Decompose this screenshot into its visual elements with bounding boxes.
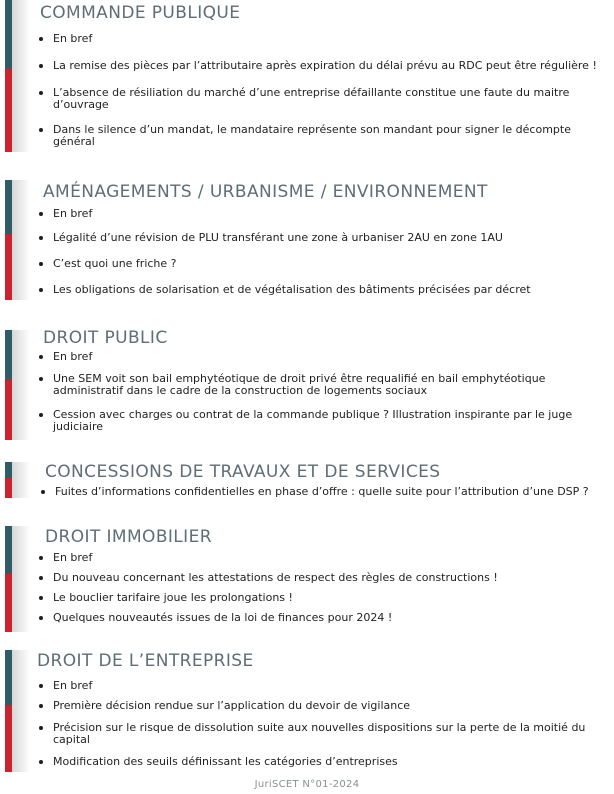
section-title: DROIT PUBLIC — [43, 328, 168, 348]
list-item[interactable]: En bref — [53, 552, 608, 564]
footer-issue-label: JuriSCET N°01-2024 — [254, 779, 360, 790]
section-concessions — [0, 462, 614, 498]
list-item[interactable]: En bref — [53, 351, 608, 363]
section-accent-bar — [5, 180, 12, 300]
section-accent-bar — [5, 330, 12, 440]
section-title: DROIT DE L’ENTREPRISE — [37, 651, 254, 671]
list-item[interactable]: Première décision rendue sur l’application du devoir de vigilance — [53, 700, 608, 712]
list-item[interactable]: Cession avec charges ou contrat de la commande publique ? Illustration inspirante par le juge judiciaire — [53, 409, 608, 433]
section-title: AMÉNAGEMENTS / URBANISME / ENVIRONNEMENT — [43, 182, 488, 202]
list-item[interactable]: C’est quoi une friche ? — [53, 258, 608, 270]
list-item[interactable]: L’absence de résiliation du marché d’une entreprise défaillante constitue une faute du maitre d’ouvrage — [53, 87, 608, 111]
list-item[interactable]: Du nouveau concernant les attestations de respect des règles de constructions ! — [53, 572, 608, 584]
list-item[interactable]: En bref — [53, 33, 608, 45]
section-title: COMMANDE PUBLIQUE — [40, 3, 241, 23]
section-accent-bar — [5, 0, 12, 152]
list-item[interactable]: Les obligations de solarisation et de végétalisation des bâtiments précisées par décret — [53, 284, 608, 296]
section-droit-public — [0, 330, 614, 440]
list-item[interactable]: En bref — [53, 208, 608, 220]
list-item[interactable]: Quelques nouveautés issues de la loi de finances pour 2024 ! — [53, 612, 608, 624]
list-item[interactable]: Précision sur le risque de dissolution suite aux nouvelles dispositions sur la perte de la moitié du capital — [53, 722, 608, 746]
section-title: CONCESSIONS DE TRAVAUX ET DE SERVICES — [45, 462, 441, 482]
section-droit-immobilier — [0, 526, 614, 632]
list-item[interactable]: Une SEM voit son bail emphytéotique de droit privé être requalifié en bail emphytéotique administratif dans le cadre de la construction de logements sociaux — [53, 373, 608, 397]
section-accent-bar — [5, 462, 12, 498]
section-accent-bar — [5, 650, 12, 772]
list-item[interactable]: La remise des pièces par l’attributaire après expiration du délai prévu au RDC peut être régulière ! — [53, 60, 608, 72]
section-amenagements — [0, 180, 614, 300]
list-item[interactable]: Le bouclier tarifaire joue les prolongations ! — [53, 592, 608, 604]
section-accent-bar — [5, 526, 12, 632]
section-commande-publique — [0, 0, 614, 152]
list-item[interactable]: En bref — [53, 680, 608, 692]
section-droit-entreprise — [0, 650, 614, 772]
section-title: DROIT IMMOBILIER — [45, 527, 212, 547]
list-item[interactable]: Modification des seuils définissant les catégories d’entreprises — [53, 756, 608, 768]
list-item[interactable]: Fuites d’informations confidentielles en phase d’offre : quelle suite pour l’attribution d’une DSP ? — [55, 486, 608, 498]
list-item[interactable]: Dans le silence d’un mandat, le mandataire représente son mandant pour signer le décompte général — [53, 124, 608, 148]
list-item[interactable]: Légalité d’une révision de PLU transférant une zone à urbaniser 2AU en zone 1AU — [53, 232, 608, 244]
